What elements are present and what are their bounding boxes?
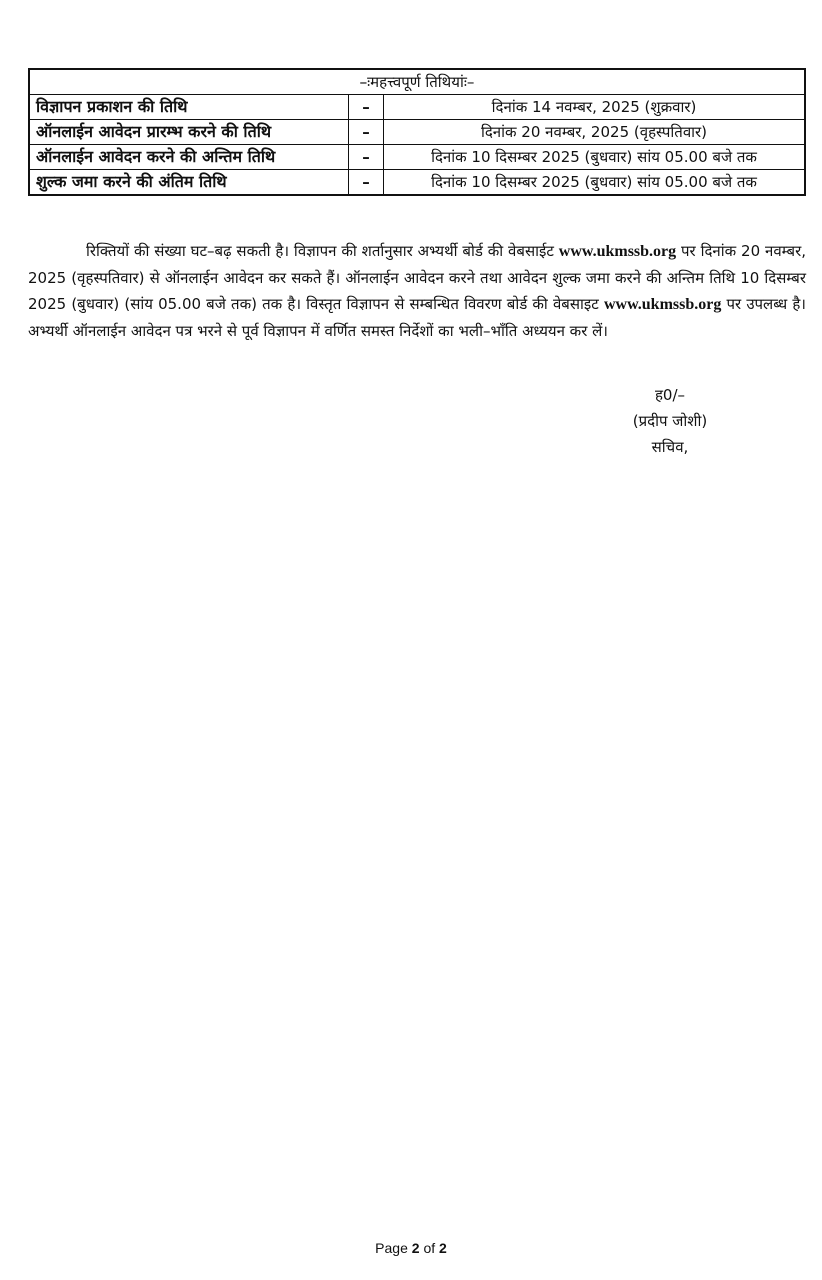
signed-mark: ह0/–: [654, 386, 686, 404]
table-title: –ःमहत्त्वपूर्ण तिथियांः–: [29, 69, 805, 95]
website-link: www.ukmssb.org: [603, 296, 722, 313]
page-of: of: [419, 1240, 440, 1256]
website-link: www.ukmssb.org: [558, 243, 677, 260]
date-separator: –: [349, 170, 384, 196]
page-prefix: Page: [375, 1240, 412, 1256]
paragraph-text: पर दिनांक 20 नवम्बर, 2025 (वृहस्पतिवार) से ऑनलाईन आवेदन कर सकते हैं। ऑनलाईन आवेदन करने तथा आवेदन शुल्क जमा करने की अन्तिम तिथि 10 दिसम्बर 2025 (बुधवार) (सांय 05.00 बजे तक) तक है। विस्तृत विज्ञापन से सम्बन्धित विवरण बोर्ड की वेबसाइट: [28, 242, 807, 313]
signatory-name: (प्रदीप जोशी): [632, 412, 708, 430]
current-page: 2: [411, 1240, 420, 1256]
date-label: विज्ञापन प्रकाशन की तिथि: [29, 95, 349, 120]
date-value: दिनांक 10 दिसम्बर 2025 (बुधवार) सांय 05.00 बजे तक: [384, 170, 806, 196]
date-label: ऑनलाईन आवेदन करने की अन्तिम तिथि: [29, 145, 349, 170]
important-dates-table: [28, 68, 806, 196]
date-label: ऑनलाईन आवेदन प्रारम्भ करने की तिथि: [29, 120, 349, 145]
table-row: [29, 145, 805, 170]
signatory-designation: सचिव,: [651, 438, 689, 456]
total-pages: 2: [439, 1240, 447, 1256]
table-row: [29, 170, 805, 196]
instructions-paragraph: [28, 238, 806, 344]
page-number: [0, 1240, 822, 1256]
date-value: दिनांक 20 नवम्बर, 2025 (वृहस्पतिवार): [384, 120, 806, 145]
date-separator: –: [349, 145, 384, 170]
date-value: दिनांक 10 दिसम्बर 2025 (बुधवार) सांय 05.00 बजे तक: [384, 145, 806, 170]
date-value: दिनांक 14 नवम्बर, 2025 (शुक्रवार): [384, 95, 806, 120]
table-title-row: [29, 69, 805, 95]
signature-block: [600, 382, 740, 460]
paragraph-text: रिक्तियों की संख्या घट–बढ़ सकती है। विज्ञापन की शर्तानुसार अभ्यर्थी बोर्ड की वेबसाईट: [86, 242, 559, 260]
table-row: [29, 120, 805, 145]
date-label: शुल्क जमा करने की अंतिम तिथि: [29, 170, 349, 196]
table-row: [29, 95, 805, 120]
date-separator: –: [349, 95, 384, 120]
paragraph-text: पर उपलब्ध है। अभ्यर्थी ऑनलाईन आवेदन पत्र भरने से पूर्व विज्ञापन में वर्णित समस्त निर्देशों का भली–भाँति अध्ययन कर लें।: [28, 295, 806, 340]
date-separator: –: [349, 120, 384, 145]
